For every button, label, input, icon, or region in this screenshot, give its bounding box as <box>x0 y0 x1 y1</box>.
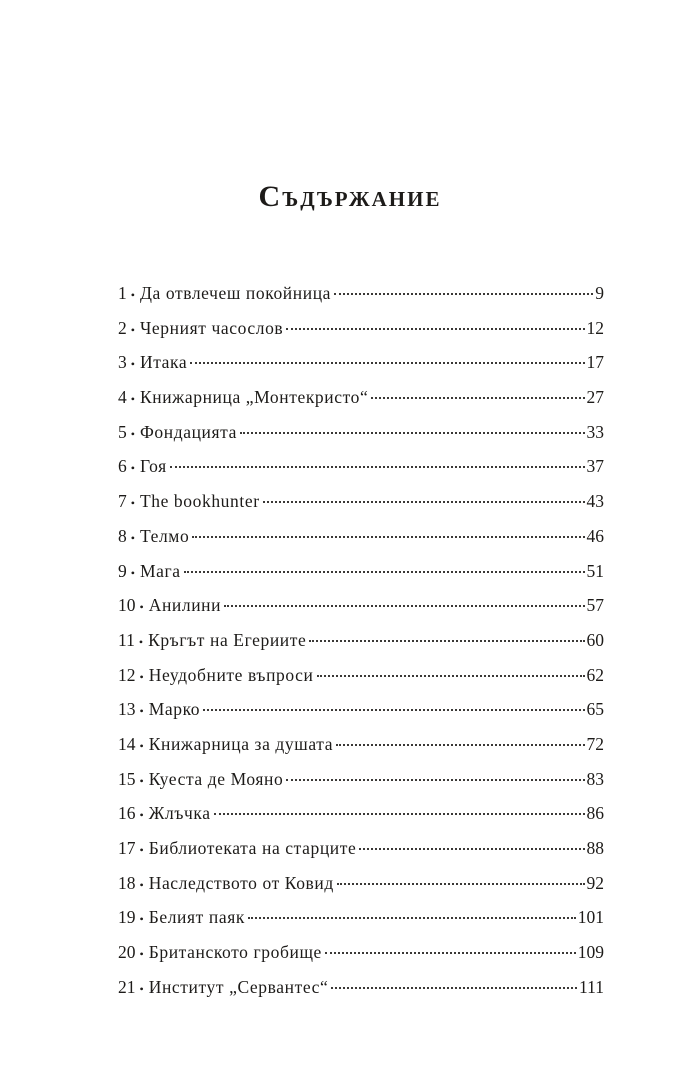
chapter-title: The bookhunter <box>139 491 260 512</box>
toc-entry <box>118 900 604 935</box>
toc-entry <box>118 415 604 450</box>
chapter-title: Книжарница за душата <box>148 733 334 754</box>
page-number: 51 <box>586 560 604 581</box>
bullet-separator: • <box>130 496 135 511</box>
chapter-title: Куеста де Мояно <box>148 768 284 789</box>
page-number: 27 <box>586 387 604 408</box>
page-number: 12 <box>586 317 604 338</box>
bullet-separator: • <box>139 843 144 857</box>
dot-leader <box>325 952 576 954</box>
chapter-number: 21 <box>118 976 136 997</box>
chapter-number: 6 <box>118 456 127 477</box>
dot-leader <box>203 709 584 711</box>
page-number: 92 <box>586 872 604 893</box>
toc-entry <box>118 831 604 866</box>
page-number: 83 <box>586 768 604 789</box>
bullet-separator: • <box>139 877 144 892</box>
chapter-title: Гоя <box>139 456 167 477</box>
page-number: 86 <box>586 803 604 824</box>
bullet-separator: • <box>139 669 144 684</box>
page-number: 46 <box>586 525 604 546</box>
page-number: 109 <box>577 942 604 963</box>
chapter-number: 10 <box>118 595 136 616</box>
page-number: 37 <box>586 456 604 477</box>
chapter-title: Да отвлечеш покойница <box>139 283 332 303</box>
bullet-separator: • <box>130 461 135 476</box>
chapter-number: 17 <box>118 838 136 858</box>
chapter-number: 9 <box>118 560 127 581</box>
chapter-number: 3 <box>118 352 127 373</box>
bullet-separator: • <box>139 981 144 996</box>
bullet-separator: • <box>139 738 144 753</box>
dot-leader <box>248 917 576 919</box>
dot-leader <box>309 640 584 642</box>
chapter-title: Черният часослов <box>139 317 284 338</box>
chapter-number: 16 <box>118 803 136 824</box>
chapter-number: 11 <box>118 629 135 650</box>
page-number: 62 <box>586 664 604 685</box>
dot-leader <box>331 987 577 989</box>
dot-leader <box>359 848 584 850</box>
bullet-separator: • <box>139 912 144 927</box>
chapter-title: Марко <box>148 699 201 720</box>
chapter-title: Анилини <box>148 595 222 616</box>
page-number: 88 <box>586 838 604 858</box>
chapter-title: Телмо <box>139 525 190 546</box>
chapter-number: 4 <box>118 387 127 408</box>
bullet-separator: • <box>139 600 144 615</box>
chapter-number: 19 <box>118 907 136 928</box>
dot-leader <box>337 883 585 885</box>
table-of-contents <box>118 276 604 1004</box>
chapter-title: Наследството от Ковид <box>148 872 334 893</box>
chapter-title: Итака <box>139 352 188 373</box>
toc-entry <box>118 762 604 797</box>
chapter-number: 14 <box>118 733 136 754</box>
page-number: 72 <box>586 733 604 754</box>
chapter-title: Фондацията <box>139 421 237 442</box>
chapter-title: Жлъчка <box>148 803 211 824</box>
bullet-separator: • <box>139 704 144 719</box>
chapter-number: 20 <box>118 942 136 963</box>
toc-entry <box>118 588 604 623</box>
toc-entry <box>118 311 604 346</box>
bullet-separator: • <box>130 530 135 545</box>
bullet-separator: • <box>130 565 135 580</box>
toc-entry <box>118 796 604 831</box>
dot-leader <box>192 536 584 538</box>
chapter-title: Библиотеката на старците <box>148 838 357 858</box>
chapter-title: Книжарница „Монтекристо“ <box>139 387 369 408</box>
chapter-title: Неудобните въпроси <box>148 664 314 685</box>
toc-entry <box>118 727 604 762</box>
page-title: Съдържание <box>258 180 442 214</box>
toc-entry <box>118 345 604 380</box>
toc-entry <box>118 692 604 727</box>
toc-entry <box>118 380 604 415</box>
dot-leader <box>371 397 584 399</box>
dot-leader <box>224 605 584 607</box>
dot-leader <box>334 293 593 295</box>
bullet-separator: • <box>139 947 144 962</box>
bullet-separator: • <box>139 808 144 823</box>
page-number: 111 <box>579 976 604 997</box>
dot-leader <box>317 675 585 677</box>
dot-leader <box>190 362 584 364</box>
dot-leader <box>336 744 584 746</box>
chapter-number: 2 <box>118 317 127 338</box>
chapter-number: 7 <box>118 491 127 512</box>
page-number: 65 <box>586 699 604 720</box>
bullet-separator: • <box>130 392 135 407</box>
page-number: 43 <box>586 491 604 512</box>
page-number: 101 <box>577 907 604 928</box>
toc-entry <box>118 935 604 970</box>
dot-leader <box>240 432 585 434</box>
toc-entry <box>118 276 604 311</box>
dot-leader <box>286 779 584 781</box>
bullet-separator: • <box>130 357 135 372</box>
toc-entry <box>118 484 604 519</box>
dot-leader <box>184 571 585 573</box>
toc-entry <box>118 658 604 693</box>
dot-leader <box>214 813 585 815</box>
chapter-number: 8 <box>118 525 127 546</box>
page-number: 60 <box>586 629 604 650</box>
page-number: 17 <box>586 352 604 373</box>
bullet-separator: • <box>130 322 135 337</box>
chapter-title: Мага <box>139 560 181 581</box>
toc-entry <box>118 554 604 589</box>
chapter-number: 1 <box>118 283 127 303</box>
chapter-title: Белият паяк <box>148 907 245 928</box>
page-number: 57 <box>586 595 604 616</box>
chapter-number: 18 <box>118 872 136 893</box>
dot-leader <box>263 501 585 503</box>
chapter-title: Институт „Сервантес“ <box>148 976 329 997</box>
toc-entry <box>118 866 604 901</box>
toc-entry <box>118 449 604 484</box>
dot-leader <box>286 328 584 330</box>
toc-entry <box>118 623 604 658</box>
dot-leader <box>170 466 585 468</box>
chapter-number: 13 <box>118 699 136 720</box>
chapter-title: Британското гробище <box>148 942 322 963</box>
chapter-number: 5 <box>118 421 127 442</box>
bullet-separator: • <box>130 426 135 441</box>
chapter-number: 12 <box>118 664 136 685</box>
chapter-number: 15 <box>118 768 136 789</box>
bullet-separator: • <box>130 288 135 302</box>
bullet-separator: • <box>138 634 144 649</box>
toc-entry <box>118 970 604 1005</box>
page-number: 9 <box>595 283 604 303</box>
page-number: 33 <box>586 421 604 442</box>
chapter-title: Кръгът на Егериите <box>148 629 307 650</box>
bullet-separator: • <box>139 773 144 788</box>
toc-entry <box>118 519 604 554</box>
